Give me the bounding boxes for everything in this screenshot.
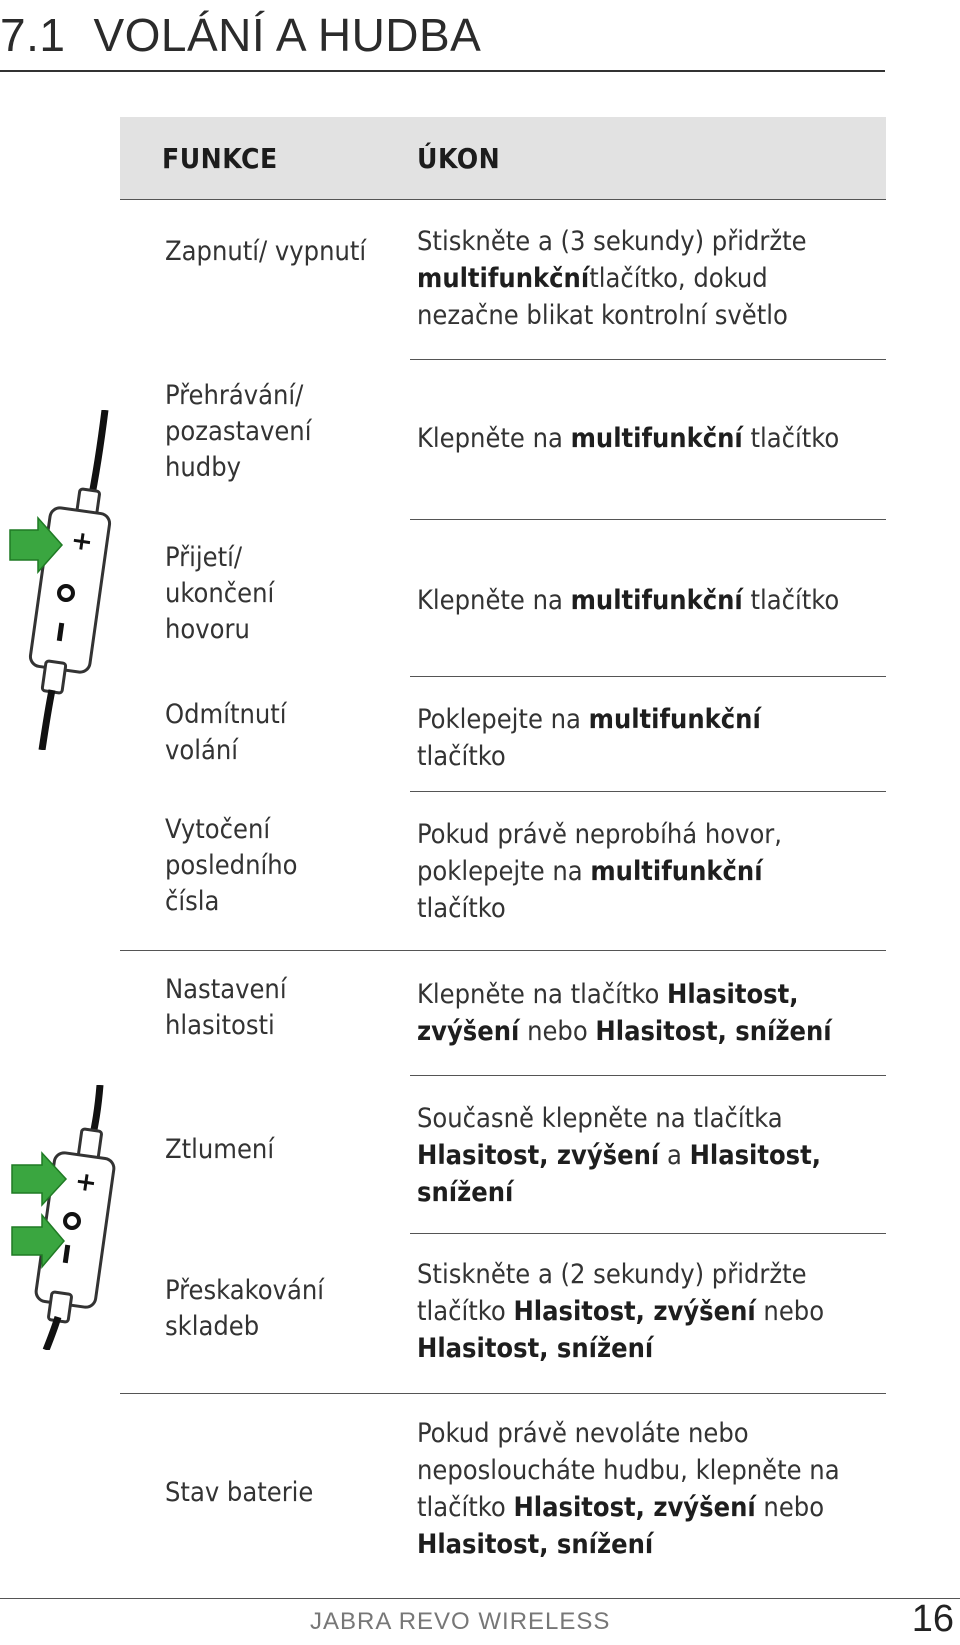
- button-name: multifunkční: [588, 704, 761, 735]
- row-divider: [120, 199, 886, 200]
- action-cell: [417, 1256, 867, 1367]
- action-cell: [417, 582, 887, 619]
- action-cell: [417, 1100, 837, 1211]
- action-text: nebo: [519, 1016, 596, 1047]
- title-divider: [0, 70, 885, 72]
- section-number: 7.1: [0, 9, 66, 61]
- action-text: tlačítko: [742, 423, 840, 454]
- function-cell: Odmítnutí volání: [165, 699, 287, 766]
- action-text: tlačítko: [417, 893, 506, 924]
- action-text: Poklepejte na: [417, 704, 589, 735]
- action-text: Stiskněte a (2 sekundy) přidržte tlačítko: [417, 1259, 807, 1327]
- button-name: Hlasitost, snížení: [595, 1016, 832, 1047]
- function-cell: Přehrávání/ pozastavení hudby: [165, 380, 312, 483]
- remote-multifunction-button-icon: [0, 410, 130, 750]
- button-name: multifunkční: [417, 263, 590, 294]
- footer-brand: JABRA REVO WIRELESS: [310, 1608, 611, 1635]
- function-cell: Zapnutí/ vypnutí: [165, 236, 367, 267]
- function-cell: Přijetí/ ukončení hovoru: [165, 542, 275, 645]
- row-divider: [410, 359, 886, 360]
- action-text: Klepněte na: [417, 423, 571, 454]
- page-title: [0, 8, 481, 62]
- row-divider: [410, 676, 886, 677]
- button-name: Hlasitost, zvýšení: [513, 1492, 756, 1523]
- button-name: Hlasitost, zvýšení: [417, 1140, 660, 1171]
- section-title: VOLÁNÍ A HUDBA: [93, 9, 482, 61]
- button-name: Hlasitost, zvýšení: [417, 979, 799, 1047]
- button-name: Hlasitost, snížení: [417, 1529, 654, 1560]
- action-text: nebo: [755, 1492, 825, 1523]
- row-divider: [120, 1393, 886, 1394]
- button-name: Hlasitost, snížení: [417, 1140, 821, 1208]
- action-text: Pokud právě nevoláte nebo neposloucháte hudbu, klepněte na tlačítko: [417, 1418, 840, 1523]
- header-function: FUNKCE: [162, 142, 278, 175]
- action-cell: [417, 816, 817, 927]
- remote-volume-buttons-icon: [0, 1085, 130, 1350]
- page-number: 16: [911, 1598, 954, 1640]
- action-cell: [417, 420, 887, 457]
- svg-text:+: +: [69, 525, 95, 558]
- function-cell: Vytočení posledního čísla: [165, 814, 298, 917]
- action-text: Stiskněte a (3 sekundy) přidržte: [417, 226, 807, 257]
- action-text: tlačítko: [417, 741, 506, 772]
- function-cell: Nastavení hlasitosti: [165, 974, 287, 1041]
- button-name: Hlasitost, snížení: [417, 1333, 654, 1364]
- function-cell: Stav baterie: [165, 1477, 314, 1508]
- action-text: Pokud právě neprobíhá hovor, poklepejte na: [417, 819, 783, 887]
- action-text: Současně klepněte na tlačítka: [417, 1103, 783, 1134]
- row-divider: [410, 519, 886, 520]
- button-name: multifunkční: [570, 585, 743, 616]
- action-text: tlačítko: [742, 585, 840, 616]
- footer-divider: [0, 1598, 960, 1599]
- header-action: ÚKON: [417, 142, 501, 175]
- action-text: Klepněte na tlačítko: [417, 979, 668, 1010]
- button-name: multifunkční: [570, 423, 743, 454]
- button-name: multifunkční: [590, 856, 763, 887]
- action-text: nebo: [755, 1296, 825, 1327]
- action-cell: [417, 976, 837, 1050]
- row-divider: [410, 1075, 886, 1076]
- action-text: a: [659, 1140, 690, 1171]
- action-text: Klepněte na: [417, 585, 571, 616]
- row-divider: [410, 1233, 886, 1234]
- row-divider: [120, 950, 886, 951]
- action-cell: [417, 223, 817, 334]
- action-text: tlačítko, dokud nezačne blikat kontrolní světlo: [417, 263, 788, 331]
- function-cell: Ztlumení: [165, 1134, 275, 1165]
- function-cell: Přeskakování skladeb: [165, 1275, 325, 1342]
- action-cell: [417, 701, 797, 775]
- row-divider: [410, 791, 886, 792]
- svg-text:+: +: [73, 1166, 99, 1199]
- button-name: Hlasitost, zvýšení: [513, 1296, 756, 1327]
- action-cell: [417, 1415, 847, 1563]
